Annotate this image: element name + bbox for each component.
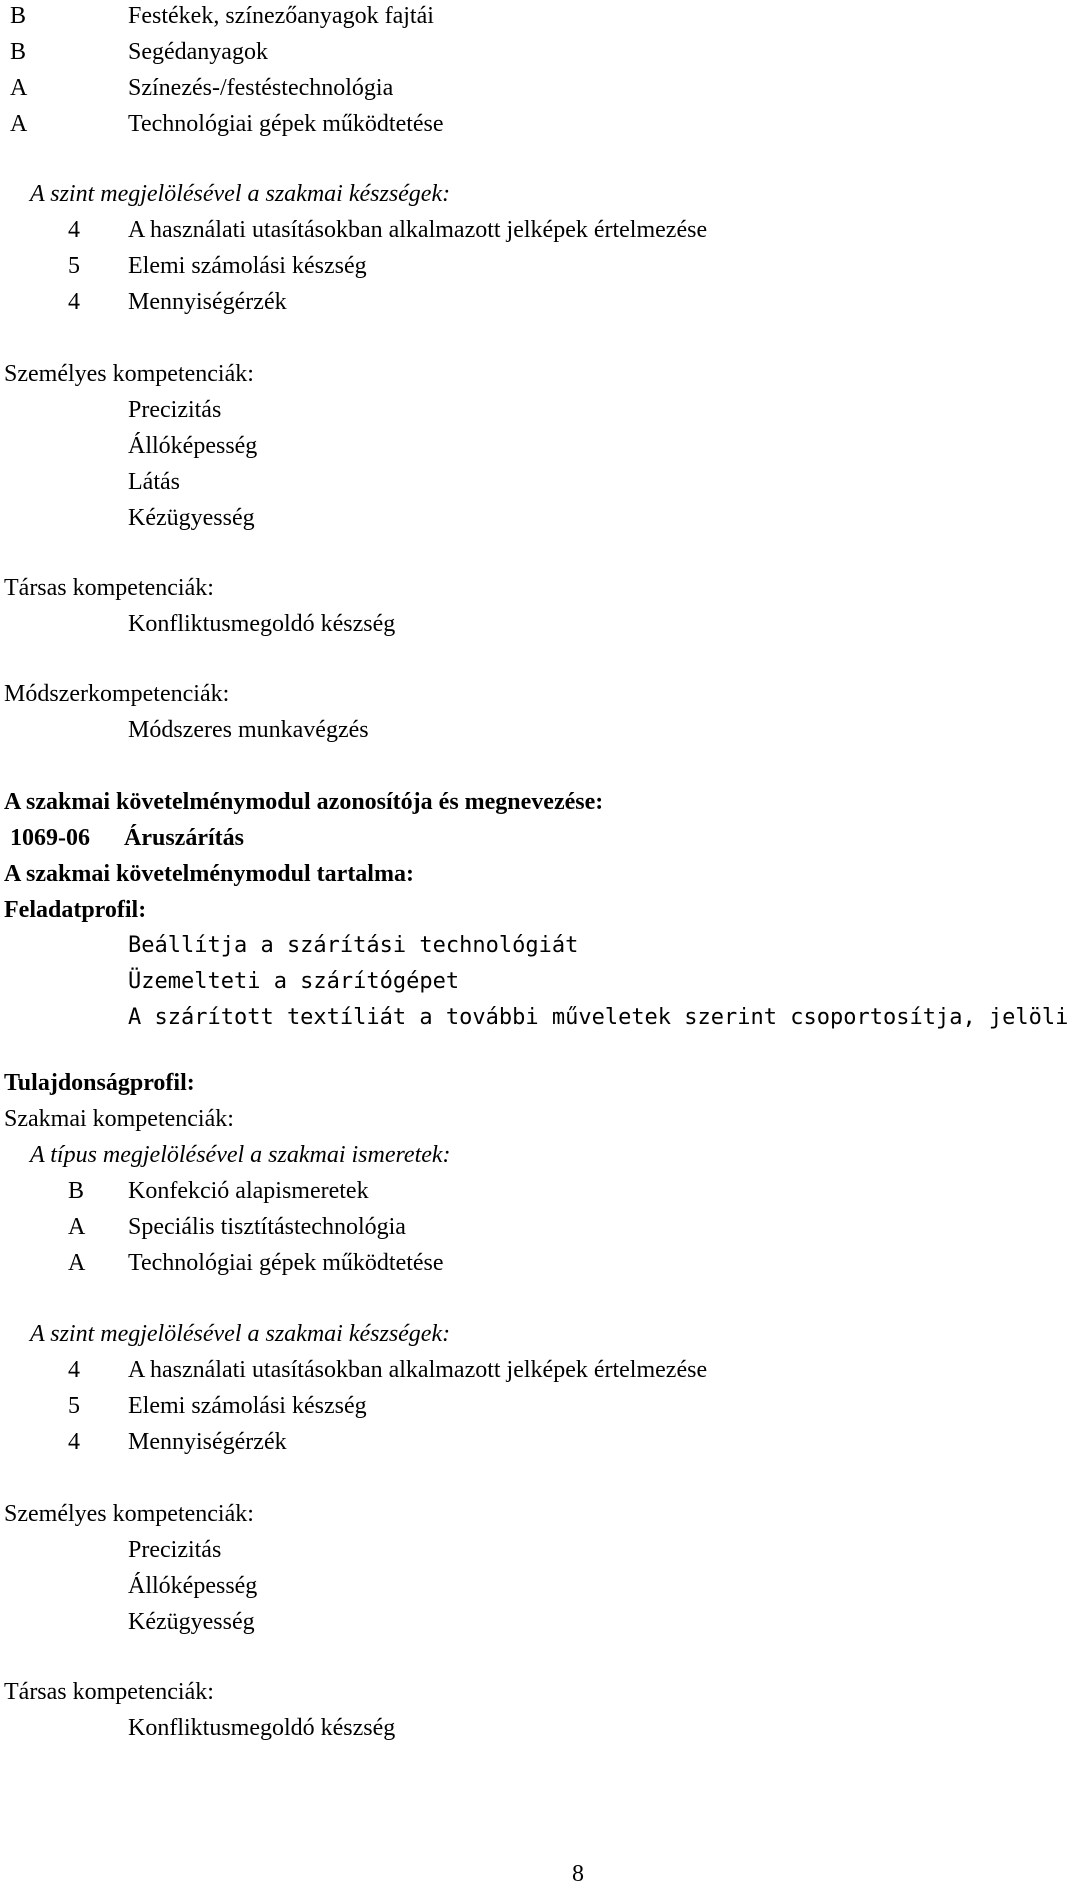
module-name: Áruszárítás [124,825,244,851]
skill-level-code: 5 [68,1393,80,1419]
skill-level-code: 5 [68,253,80,279]
social-heading: Társas kompetenciák: [4,575,214,601]
skill-item: Elemi számolási készség [128,1393,367,1419]
personal-item: Állóképesség [128,1573,258,1599]
personal-item: Látás [128,469,180,495]
task-item: Beállítja a szárítási technológiát [128,933,579,958]
knowledge-item: Speciális tisztítástechnológia [128,1214,406,1240]
item-type-code: B [10,39,27,65]
page-number: 8 [572,1861,584,1887]
knowledge-item: Technológiai gépek működtetése [128,111,444,137]
social-heading: Társas kompetenciák: [4,1679,214,1705]
personal-item: Precizitás [128,397,222,423]
personal-heading: Személyes kompetenciák: [4,1501,254,1527]
social-item: Konfliktusmegoldó készség [128,611,396,637]
social-item: Konfliktusmegoldó készség [128,1715,396,1741]
item-type-code: A [68,1250,86,1276]
type-heading: A típus megjelölésével a szakmai ismeretek: [30,1142,451,1168]
module-code: 1069-06 [10,825,90,851]
knowledge-item: Konfekció alapismeretek [128,1178,369,1204]
skills-heading: A szint megjelölésével a szakmai készségek: [30,181,451,207]
knowledge-item: Segédanyagok [128,39,268,65]
module-id-heading: A szakmai követelménymodul azonosítója és megnevezése: [4,789,604,815]
item-type-code: A [68,1214,86,1240]
personal-item: Kézügyesség [128,505,255,531]
skill-level-code: 4 [68,289,80,315]
item-type-code: A [10,111,28,137]
task-item: A szárított textíliát a további műveletek szerint csoportosítja, jelöli [128,1005,1068,1030]
personal-item: Állóképesség [128,433,258,459]
personal-heading: Személyes kompetenciák: [4,361,254,387]
knowledge-item: Technológiai gépek működtetése [128,1250,444,1276]
task-profile-heading: Feladatprofil: [4,897,147,923]
skills-heading: A szint megjelölésével a szakmai készségek: [30,1321,451,1347]
module-content-heading: A szakmai követelménymodul tartalma: [4,861,414,887]
method-item: Módszeres munkavégzés [128,717,369,743]
professional-heading: Szakmai kompetenciák: [4,1106,234,1132]
method-heading: Módszerkompetenciák: [4,681,230,707]
property-profile-heading: Tulajdonságprofil: [4,1070,195,1096]
knowledge-item: Festékek, színezőanyagok fajtái [128,3,434,29]
skill-item: Elemi számolási készség [128,253,367,279]
item-type-code: B [10,3,27,29]
task-item: Üzemelteti a szárítógépet [128,969,460,994]
skill-item: Mennyiségérzék [128,1429,287,1455]
personal-item: Precizitás [128,1537,222,1563]
item-type-code: A [10,75,28,101]
skill-level-code: 4 [68,1429,80,1455]
skill-item: A használati utasításokban alkalmazott jelképek értelmezése [128,1357,708,1383]
knowledge-item: Színezés-/festéstechnológia [128,75,394,101]
skill-item: A használati utasításokban alkalmazott jelképek értelmezése [128,217,708,243]
personal-item: Kézügyesség [128,1609,255,1635]
skill-level-code: 4 [68,217,80,243]
skill-level-code: 4 [68,1357,80,1383]
skill-item: Mennyiségérzék [128,289,287,315]
item-type-code: B [68,1178,85,1204]
